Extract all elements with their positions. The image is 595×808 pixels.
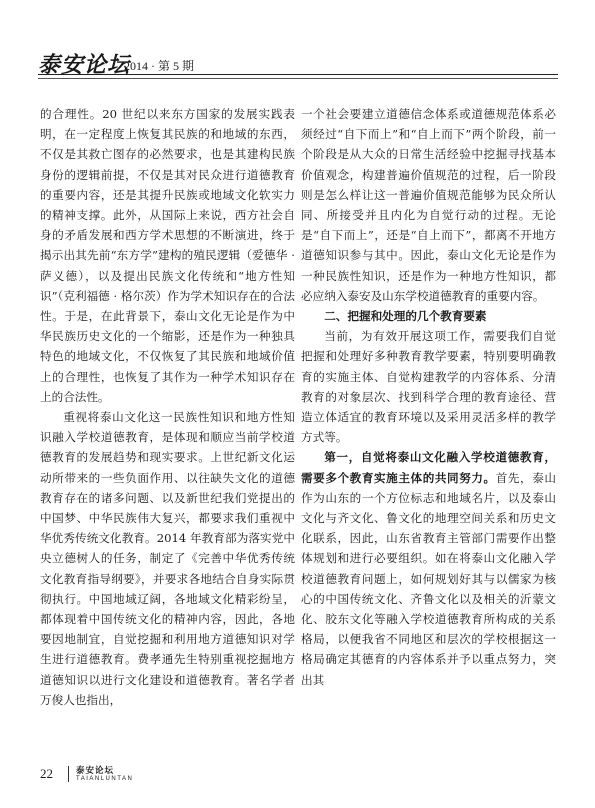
page-number: 22 <box>40 766 53 781</box>
footer-divider <box>68 766 69 782</box>
paragraph: 当前，为有效开展这项工作，需要我们自觉把握和处理好多种教育教学要素，特别要明确教育的实施主体、自觉构建教学的内容体系、分清教育的对象层次、找到科学合理的教育途径、营造立体适宜的教育环境以及采用灵活多样的教学方式等。 <box>301 329 556 445</box>
paragraph: 一个社会要建立道德信念体系或道德规范体系必须经过“自下而上”和“自上而下”两个阶段，前一个阶段是从大众的日常生活经验中挖掘寻找基本价值观念，构建普遍价值规范的过程，后一阶段则是怎么样让这一普遍价值规范能够为民众所认同、所接受并且内化为自觉行动的过程。无论是“自下而上”，还是“自上而下”，都离不开地方道德知识参与其中。因此，泰山文化无论是作为一种民族性知识，还是作为一种地方性知识，都必应纳入泰安及山东学校道德教育的重要内容。 <box>301 107 556 303</box>
paragraph-lead: 第一，自觉将泰山文化融入学校道德教育，需要多个教育实施主体的共同努力。 <box>301 450 556 485</box>
header-rule <box>38 74 558 75</box>
issue-label: 2014 · 第 5 期 <box>124 59 194 73</box>
paragraph: 的合理性。20 世纪以来东方国家的发展实践表明，在一定程度上恢复其民族的和地域的东西，不仅是其救亡图存的必然要求，也是其建构民族身份的逻辑前提，不仅是其对民众进行道德教育的重要内容，还是其提升民族或地域文化软实力的精神支撑。此外，从国际上来说，西方社会自身的矛盾发展和西方学术思想的不断演进，终于揭示出其先前“东方学”建构的殖民逻辑（爱德华 · 萨义德），以及提出民族文化传统和“地方性知识”（克利福德 · 格尔茨）作为学术知识存在的合法性。于是，在此背景下，泰山文化无论是作为中华民族历史文化的一个缩影，还是作为一种独具特色的地域文化，不仅恢复了其民族和地域价值上的合理性，也恢复了其作为一种学术知识存在上的合法性。 <box>40 107 295 404</box>
section-heading: 二、把握和处理的几个教育要素 <box>324 309 487 324</box>
footer-journal-name: 泰安论坛 <box>76 766 115 776</box>
page-header <box>38 46 558 76</box>
page-footer <box>40 762 560 792</box>
journal-title: 泰安论坛 <box>38 52 131 78</box>
footer-journal-pinyin: TAIANLUNTAN <box>76 776 134 782</box>
header-rule-thin <box>38 78 558 79</box>
left-column <box>40 104 295 754</box>
paragraph: 重视将泰山文化这一民族性知识和地方性知识融入学校道德教育，是体现和顺应当前学校道德教育的发展趋势和现实要求。上世纪新文化运动所带来的一些负面作用、以往缺失文化的道德教育存在的诸多问题、以及新世纪我们党提出的中国梦、中华民族伟大复兴，都要求我们重视中华优秀传统文化教育。2014 年教育部为落实党中央立德树人的任务，制定了《完善中华优秀传统文化教育指导纲要》，并要求各地结合自身实际贯彻执行。中国地域辽阔，各地域文化精彩纷呈，都体现着中国传统文化的精神内容，因此，各地要因地制宜，自觉挖掘和利用地方道德知识对学生进行道德教育。费孝通先生特别重视挖掘地方道德知识以进行文化建设和道德教育。著名学者万俊人也指出， <box>40 410 295 707</box>
paragraph-body: 首先，泰山作为山东的一个方位标志和地域名片，以及泰山文化与齐文化、鲁文化的地理空间关系和历史文化联系，因此，山东省教育主管部门需要作出整体规划和进行必要组织。如在将泰山文化融入学校道德教育问题上，如何规划好其与以儒家为核心的中国传统文化、齐鲁文化以及相关的沂蒙文化、胶东文化等融入学校道德教育所构成的关系格局，以便我省不同地区和层次的学校根据这一格局确定其德育的内容体系并予以重点努力，突出其 <box>301 470 556 687</box>
right-column <box>301 104 556 754</box>
paragraph <box>301 447 556 689</box>
